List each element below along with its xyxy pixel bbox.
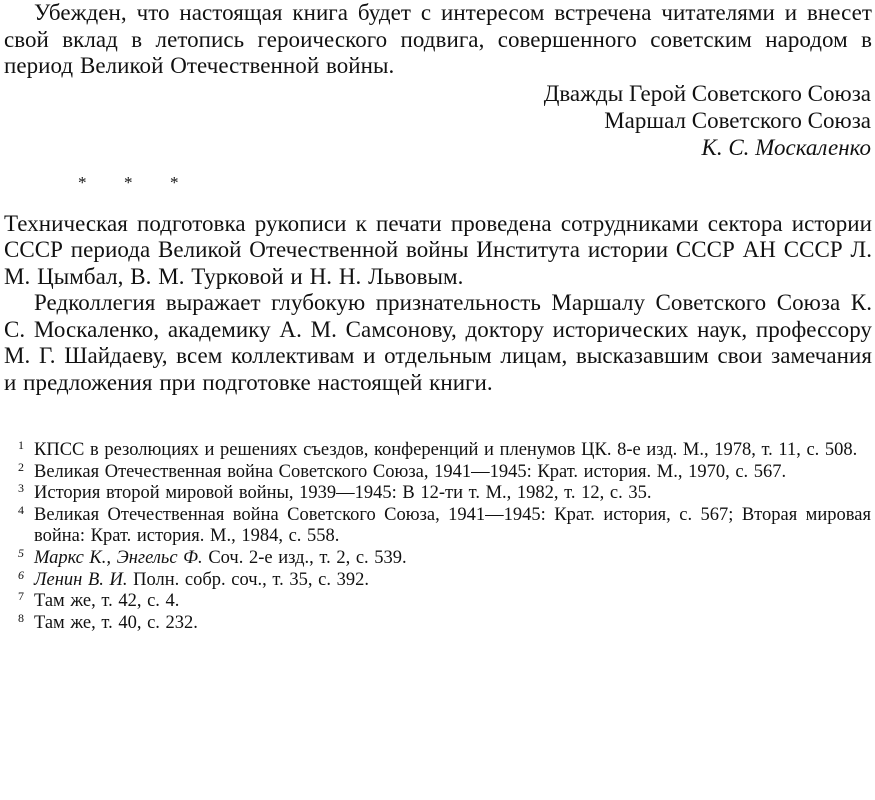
footnote xyxy=(4,545,872,570)
footnote-text: КПСС в резолюциях и решениях съездов, конференций и пленумов ЦК. 8-е изд. М., 1978, т. 11, с. 508. xyxy=(34,440,858,460)
footnote-number: 1 xyxy=(18,438,24,452)
footnote-number: 6 xyxy=(18,567,24,582)
footnote xyxy=(4,440,872,462)
footnote-number: 5 xyxy=(18,545,24,560)
footnote-number: 7 xyxy=(18,589,24,604)
section-separator xyxy=(78,172,872,194)
footnote xyxy=(4,483,872,505)
footnote-number: 4 xyxy=(18,502,24,517)
footnote-text: Там же, т. 42, с. 4. xyxy=(34,591,180,612)
footnote xyxy=(4,591,872,613)
separator-star: * xyxy=(78,172,87,192)
signature-name: К. С. Москаленко xyxy=(701,134,871,160)
footnote-author: Ленин В. И. xyxy=(34,569,128,590)
footnote xyxy=(4,459,872,484)
footnote-text: Соч. 2-е изд., т. 2, с. 539. xyxy=(202,547,407,568)
footnote-author: Маркс К., Энгельс Ф. xyxy=(34,547,203,568)
footnote-text: Там же, т. 40, с. 232. xyxy=(34,612,198,633)
footnote-text: История второй мировой войны, 1939—1945: В 12-ти т. М., 1982, т. 12, с. 35. xyxy=(34,483,652,504)
footnote-number: 3 xyxy=(18,481,24,496)
footnote-text: Полн. собр. соч., т. 35, с. 392. xyxy=(127,569,369,590)
technical-paragraph: Техническая подготовка рукописи к печати проведена сотрудниками сектора истории СССР периода Великой Отечественной войны Института истории СССР АН СССР Л. М. Цымбал, В. М. Турковой и Н. Н. Львовым. xyxy=(4,210,872,289)
signature-rank-line: Маршал Советского Союза xyxy=(604,107,871,133)
gratitude-paragraph: Редколлегия выражает глубокую признательность Маршалу Советского Союза К. С. Москаленко, академику А. М. Самсонову, доктору исторических наук, профессору М. Г. Шайдаеву, всем коллективам и отдельным лицам, высказавшим свои замечания и предложения при подготовке настоящей книги. xyxy=(4,290,872,395)
footnote xyxy=(4,567,872,592)
footnote-number: 2 xyxy=(18,459,24,474)
footnote-text: Великая Отечественная война Советского Союза, 1941—1945: Крат. история, с. 567; Вторая мировая война: Крат. история. М., 1984, с. 558. xyxy=(34,504,871,547)
separator-star: * xyxy=(170,172,179,192)
footnote xyxy=(4,502,872,548)
footnote xyxy=(4,610,872,635)
separator-star: * xyxy=(124,172,133,192)
signature-block xyxy=(4,80,872,161)
footnote-number: 8 xyxy=(18,610,24,625)
intro-paragraph: Убежден, что настоящая книга будет с интересом встречена читателями и внесет свой вклад в летопись героического подвига, совершенного советским народом в период Великой Отечественной войны. xyxy=(4,0,872,78)
footnotes xyxy=(4,440,872,634)
signature-title-line: Дважды Герой Советского Союза xyxy=(543,80,871,106)
footnote-text: Великая Отечественная война Советского Союза, 1941—1945: Крат. история. М., 1970, с. 567. xyxy=(34,461,787,482)
